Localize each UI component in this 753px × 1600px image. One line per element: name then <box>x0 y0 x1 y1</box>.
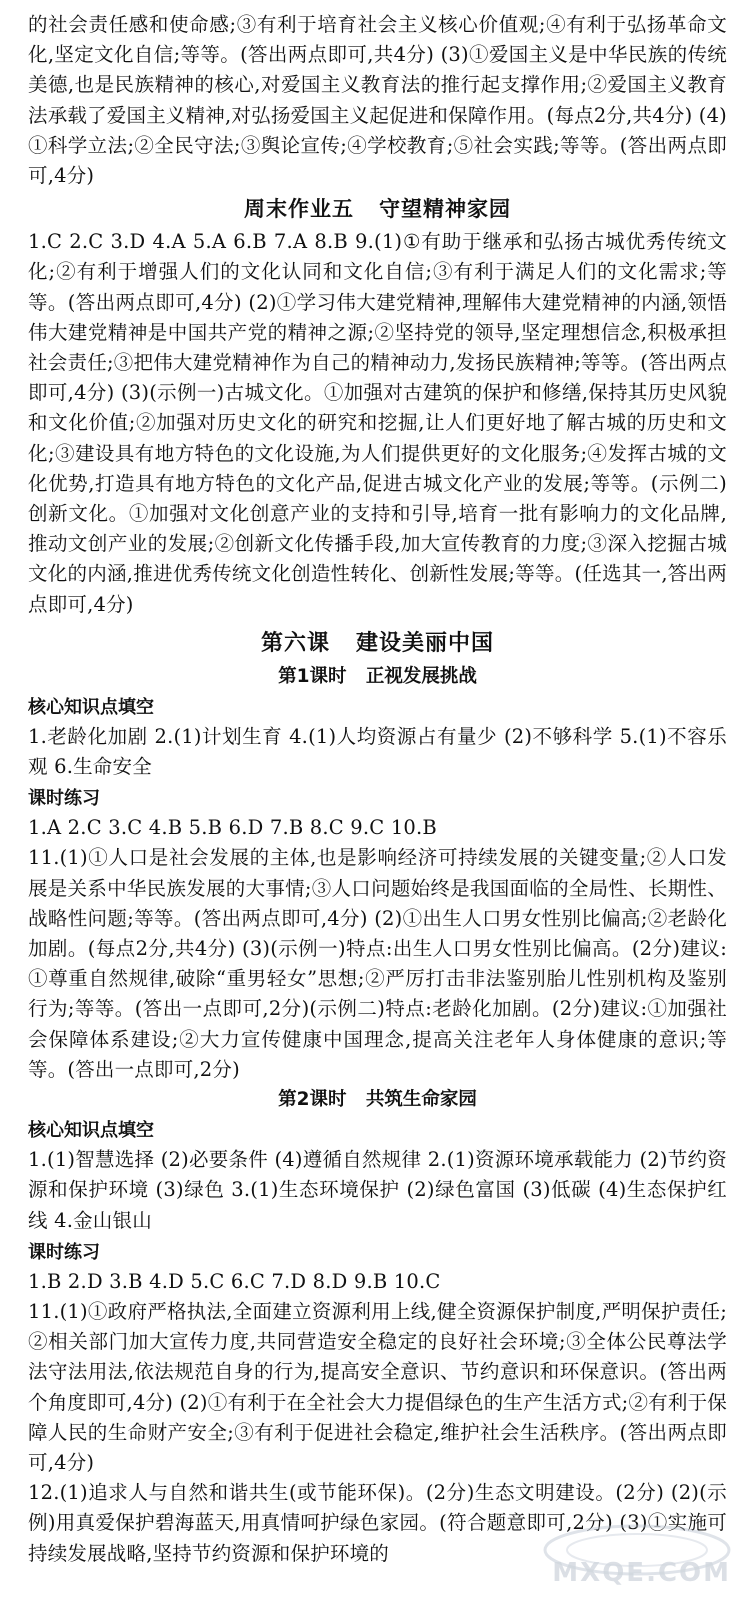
answer-paragraph: 1.B 2.D 3.B 4.D 5.C 6.C 7.D 8.D 9.B 10.C <box>28 1269 441 1293</box>
subsection-heading: 课时练习 <box>28 788 100 810</box>
period-title: 第1课时 正视发展挑战 <box>278 665 477 687</box>
answer-paragraph: 11.(1)①人口是社会发展的主体,也是影响经济可持续发展的关键变量;②人口发展是关系中华民族发展的大事情;③人口问题始终是我国面临的全局性、长期性、战略性问题;等等。(答出两点即可,4分) (2)①出生人口男女性别比偏高;②老龄化加剧。(每点2分,共4分) (3)(示例一)特点:出生人口男女性别比偏高。(2分)建议:①尊重自然规律,破除“重男轻女”思想;②严厉打击非法鉴别胎儿性别机构及鉴别行为;等等。(答出一点即可,2分)(示例二)特点:老龄化加剧。(2分)建议:①加强社会保障体系建设;②大力宣传健康中国理念,提高关注老年人身体健康的意识;等等。(答出一点即可,2分) <box>28 846 727 1081</box>
site-watermark <box>529 1520 739 1590</box>
answer-paragraph: 1.A 2.C 3.C 4.B 5.B 6.D 7.B 8.C 9.C 10.B <box>28 816 437 840</box>
answer-content <box>28 10 727 1569</box>
answer-paragraph: 12.(1)追求人与自然和谐共生(或节能环保)。(2分)生态文明建设。(2分) (2)(示例)用真爱保护碧海蓝天,用真情呵护绿色家园。(符合题意即可,2分) (3)①实施可持续发展战略,坚持节约资源和保护环境的 <box>28 1481 727 1565</box>
subsection-heading: 核心知识点填空 <box>28 696 154 718</box>
answer-paragraph: 1.(1)智慧选择 (2)必要条件 (4)遵循自然规律 2.(1)资源环境承载能力 (2)节约资源和保护环境 (3)绿色 3.(1)生态环境保护 (2)绿色富国 (3)低碳 (4)生态保护红线 4.金山银山 <box>28 1148 727 1232</box>
answer-paragraph: 11.(1)①政府严格执法,全面建立资源利用上线,健全资源保护制度,严明保护责任;②相关部门加大宣传力度,共同营造安全稳定的良好社会环境;③全体公民尊法学法守法用法,依法规范自身的行为,提高安全意识、节约意识和环保意识。(答出两个角度即可,4分) (2)①有利于在全社会大力提倡绿色的生产生活方式;②有利于保障人民的生命财产安全;③有利于促进社会稳定,维护社会生活秩序。(答出两点即可,4分) <box>28 1299 727 1474</box>
watermark-text: MXQE.COM <box>552 1558 731 1588</box>
subsection-heading: 核心知识点填空 <box>28 1120 154 1142</box>
answer-paragraph: 的社会责任感和使命感;③有利于培育社会主义核心价值观;④有利于弘扬革命文化,坚定文化自信;等等。(答出两点即可,共4分) (3)①爱国主义是中华民族的传统美德,也是民族精神的核心,对爱国主义教育法的推行起支撑作用;②爱国主义教育法承载了爱国主义精神,对弘扬爱国主义起促进和保障作用。(每点2分,共4分) (4)①科学立法;②全民守法;③舆论宣传;④学校教育;⑤社会实践;等等。(答出两点即可,4分) <box>28 13 727 188</box>
lesson-title: 第六课 建设美丽中国 <box>261 630 494 656</box>
section-title: 周末作业五 守望精神家园 <box>244 197 511 222</box>
subsection-heading: 课时练习 <box>28 1241 100 1263</box>
answer-paragraph: 1.老龄化加剧 2.(1)计划生育 4.(1)人均资源占有量少 (2)不够科学 5.(1)不容乐观 6.生命安全 <box>28 724 727 779</box>
answer-paragraph: 1.C 2.C 3.D 4.A 5.A 6.B 7.A 8.B 9.(1)①有助于继承和弘扬古城优秀传统文化;②有利于增强人们的文化认同和文化自信;③有利于满足人们的文化需求;等等。(答出两点即可,4分) (2)①学习伟大建党精神,理解伟大建党精神的内涵,领悟伟大建党精神是中国共产党的精神之源;②坚持党的领导,坚定理想信念,积极承担社会责任;③把伟大建党精神作为自己的精神动力,发扬民族精神;等等。(答出两点即可,4分) (3)(示例一)古城文化。①加强对古建筑的保护和修缮,保持其历史风貌和文化价值;②加强对历史文化的研究和挖掘,让人们更好地了解古城的历史和文化;③建设具有地方特色的文化设施,为人们提供更好的文化服务;④发挥古城的文化优势,打造具有地方特色的文化产品,促进古城文化产业的发展;等等。(示例二)创新文化。①加强对文化创意产业的支持和引导,培育一批有影响力的文化品牌,推动文创产业的发展;②创新文化传播手段,加大宣传教育的力度;③深入挖掘古城文化的内涵,推进优秀传统文化创造性转化、创新性发展;等等。(任选其一,答出两点即可,4分) <box>28 230 727 616</box>
period-title: 第2课时 共筑生命家园 <box>278 1089 477 1111</box>
